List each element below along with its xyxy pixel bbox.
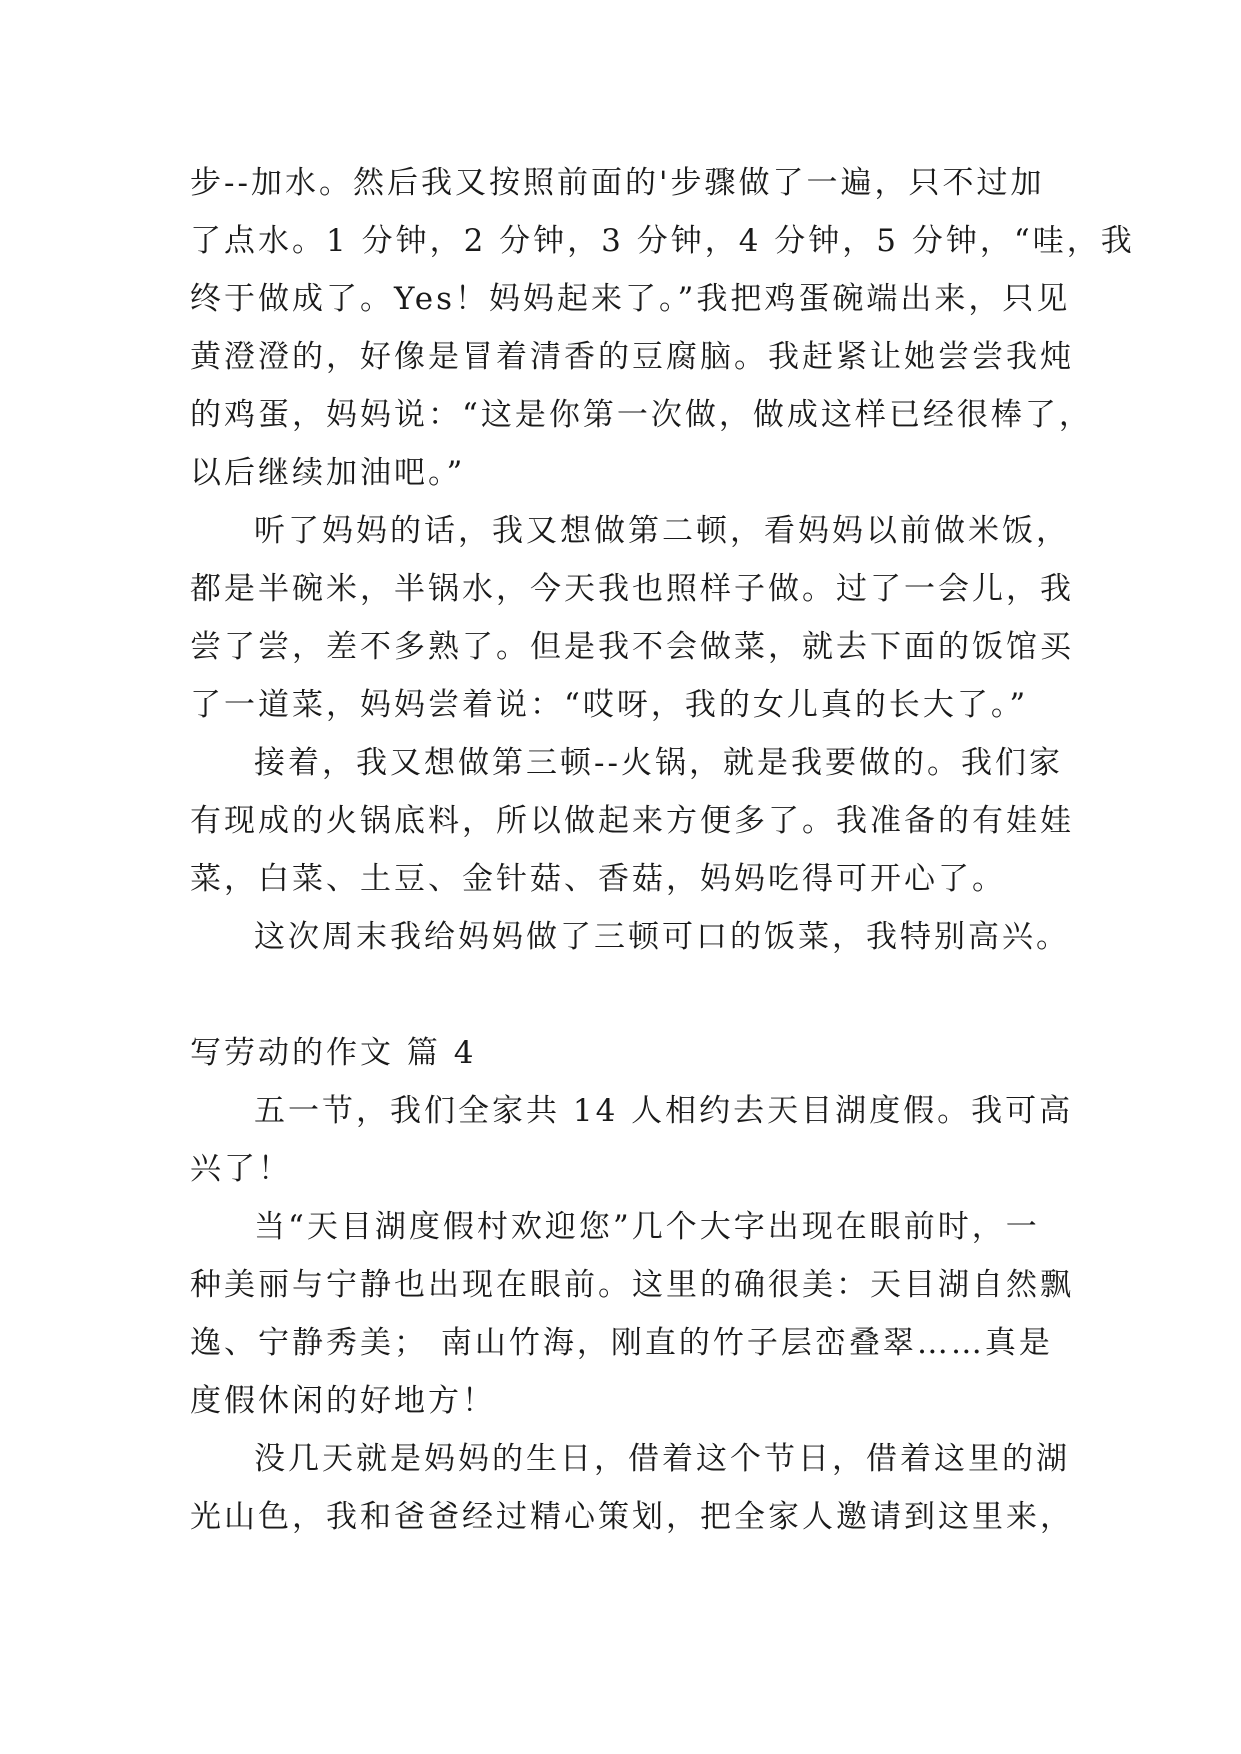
text-line: 有现成的火锅底料，所以做起来方便多了。我准备的有娃娃 — [190, 803, 1074, 839]
paragraph-may-day — [190, 1082, 1074, 1198]
text-line: 这次周末我给妈妈做了三顿可口的饭菜，我特别高兴。 — [254, 919, 1070, 955]
text-line: 逸、宁静秀美； 南山竹海，刚直的竹子层峦叠翠……真是 — [190, 1325, 1053, 1361]
text-line: 都是半碗米，半锅水，今天我也照样子做。过了一会儿，我 — [190, 571, 1074, 607]
text-line: 种美丽与宁静也出现在眼前。这里的确很美：天目湖自然飘 — [190, 1267, 1074, 1303]
text-line: 度假休闲的好地方！ — [190, 1383, 496, 1419]
text-line: 黄澄澄的，好像是冒着清香的豆腐脑。我赶紧让她尝尝我炖 — [190, 339, 1074, 375]
text-line: 菜，白菜、土豆、金针菇、香菇，妈妈吃得可开心了。 — [190, 861, 1006, 897]
paragraph-birthday — [190, 1430, 1074, 1546]
paragraph-conclusion — [190, 908, 1070, 966]
text-line: 尝了尝，差不多熟了。但是我不会做菜，就去下面的饭馆买 — [190, 629, 1074, 665]
text-line: 兴了！ — [190, 1151, 292, 1187]
text-line: 光山色，我和爸爸经过精心策划，把全家人邀请到这里来， — [190, 1499, 1074, 1535]
paragraph-tianmu-lake — [190, 1198, 1074, 1430]
document-body — [190, 154, 1135, 1546]
text-line: 步--加水。然后我又按照前面的'步骤做了一遍，只不过加 — [190, 165, 1045, 201]
text-line: 接着，我又想做第三顿--火锅，就是我要做的。我们家 — [254, 745, 1063, 781]
text-line: 听了妈妈的话，我又想做第二顿，看妈妈以前做米饭， — [254, 513, 1070, 549]
text-line: 了一道菜，妈妈尝着说：“哎呀，我的女儿真的长大了。” — [190, 687, 1029, 723]
text-line: 五一节，我们全家共 14 人相约去天目湖度假。我可高 — [254, 1093, 1074, 1129]
paragraph-cooking-eggs — [190, 154, 1135, 502]
text-line: 终于做成了。Yes！妈妈起来了。”我把鸡蛋碗端出来，只见 — [190, 281, 1071, 317]
section-heading: 写劳动的作文 篇 4 — [190, 1035, 477, 1071]
text-line: 没几天就是妈妈的生日，借着这个节日，借着这里的湖 — [254, 1441, 1070, 1477]
text-line: 当“天目湖度假村欢迎您”几个大字出现在眼前时，一 — [254, 1209, 1040, 1245]
text-line: 了点水。1 分钟，2 分钟，3 分钟，4 分钟，5 分钟，“哇，我 — [190, 223, 1135, 259]
paragraph-third-meal — [190, 734, 1074, 908]
paragraph-second-meal — [190, 502, 1074, 734]
text-line: 的鸡蛋，妈妈说：“这是你第一次做，做成这样已经很棒了， — [190, 397, 1093, 433]
text-line: 以后继续加油吧。” — [190, 455, 466, 491]
